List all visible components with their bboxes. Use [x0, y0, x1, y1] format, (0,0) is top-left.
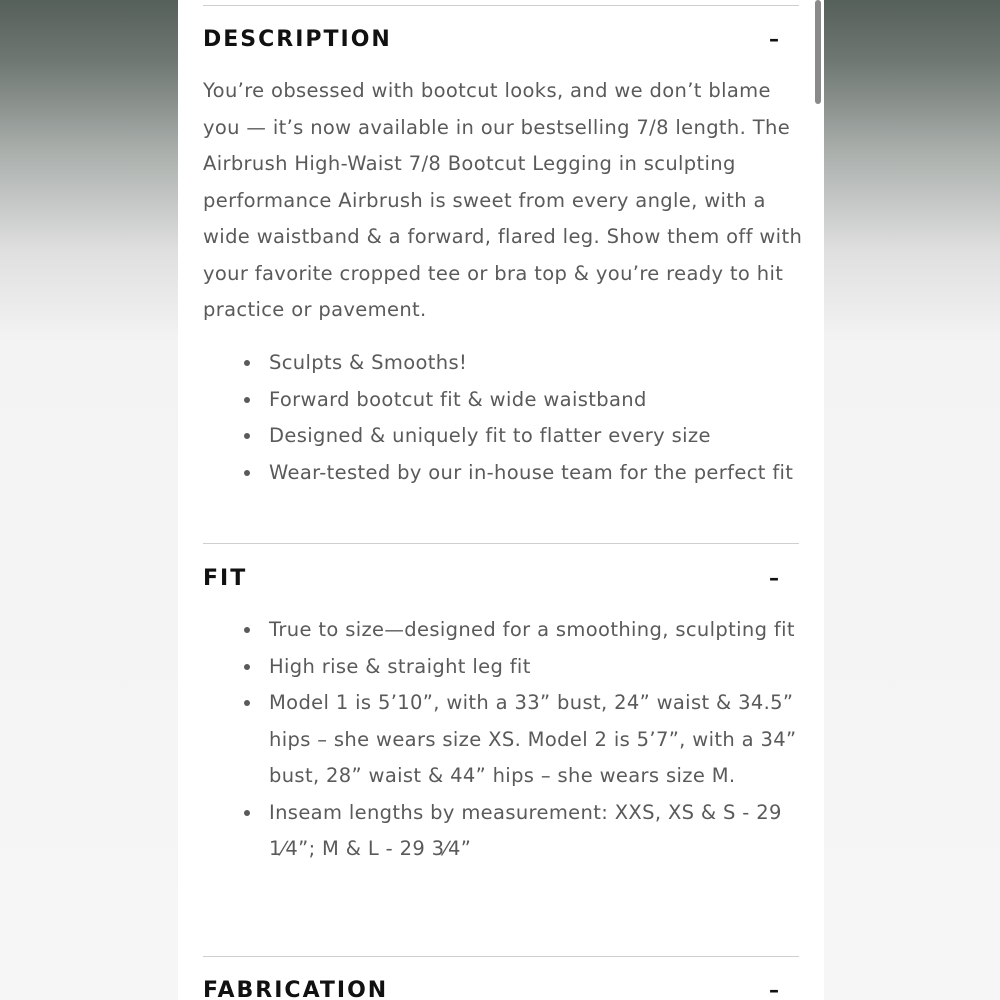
divider: [203, 543, 799, 544]
bullet-icon: [244, 360, 250, 366]
product-details-panel: [178, 0, 824, 1000]
bullet-icon: [244, 810, 250, 816]
bullet-icon: [244, 664, 250, 670]
list-item: Sculpts & Smooths!: [203, 345, 803, 382]
fit-heading[interactable]: FIT: [203, 566, 248, 591]
bullet-icon: [244, 397, 250, 403]
fabrication-heading[interactable]: FABRICATION: [203, 978, 389, 1000]
fabrication-collapse-toggle[interactable]: –: [769, 978, 779, 1000]
description-collapse-toggle[interactable]: –: [769, 27, 779, 51]
fit-bullet-list: [203, 612, 803, 868]
bullet-icon: [244, 627, 250, 633]
divider: [203, 956, 799, 957]
bullet-icon: [244, 700, 250, 706]
description-bullet-list: [203, 345, 803, 491]
list-item: High rise & straight leg fit: [203, 649, 803, 686]
description-heading[interactable]: DESCRIPTION: [203, 27, 392, 52]
fit-collapse-toggle[interactable]: –: [769, 566, 779, 590]
list-item: Wear-tested by our in-house team for the perfect fit: [203, 455, 803, 492]
list-item: True to size—designed for a smoothing, sculpting fit: [203, 612, 803, 649]
list-item: Forward bootcut fit & wide waistband: [203, 382, 803, 419]
bullet-icon: [244, 470, 250, 476]
description-text: You’re obsessed with bootcut looks, and we don’t blame you — it’s now available in our bestselling 7/8 length. The Airbrush High-Waist 7/8 Bootcut Legging in sculpting performance Airbrush is sweet from every angle, with a wide waistband & a forward, flared leg. Show them off with your favorite cropped tee or bra top & you’re ready to hit practice or pavement.: [203, 79, 803, 321]
list-item: Model 1 is 5’10”, with a 33” bust, 24” waist & 34.5” hips – she wears size XS. Model 2 is 5’7”, with a 34” bust, 28” waist & 44” hips – she wears size M.: [203, 685, 803, 795]
divider: [203, 5, 799, 6]
list-item: Inseam lengths by measurement: XXS, XS & S - 29 1⁄4”; M & L - 29 3⁄4”: [203, 795, 803, 868]
bullet-icon: [244, 433, 250, 439]
scrollbar-thumb[interactable]: [815, 0, 821, 104]
list-item: Designed & uniquely fit to flatter every size: [203, 418, 803, 455]
background-left: [0, 0, 180, 1000]
